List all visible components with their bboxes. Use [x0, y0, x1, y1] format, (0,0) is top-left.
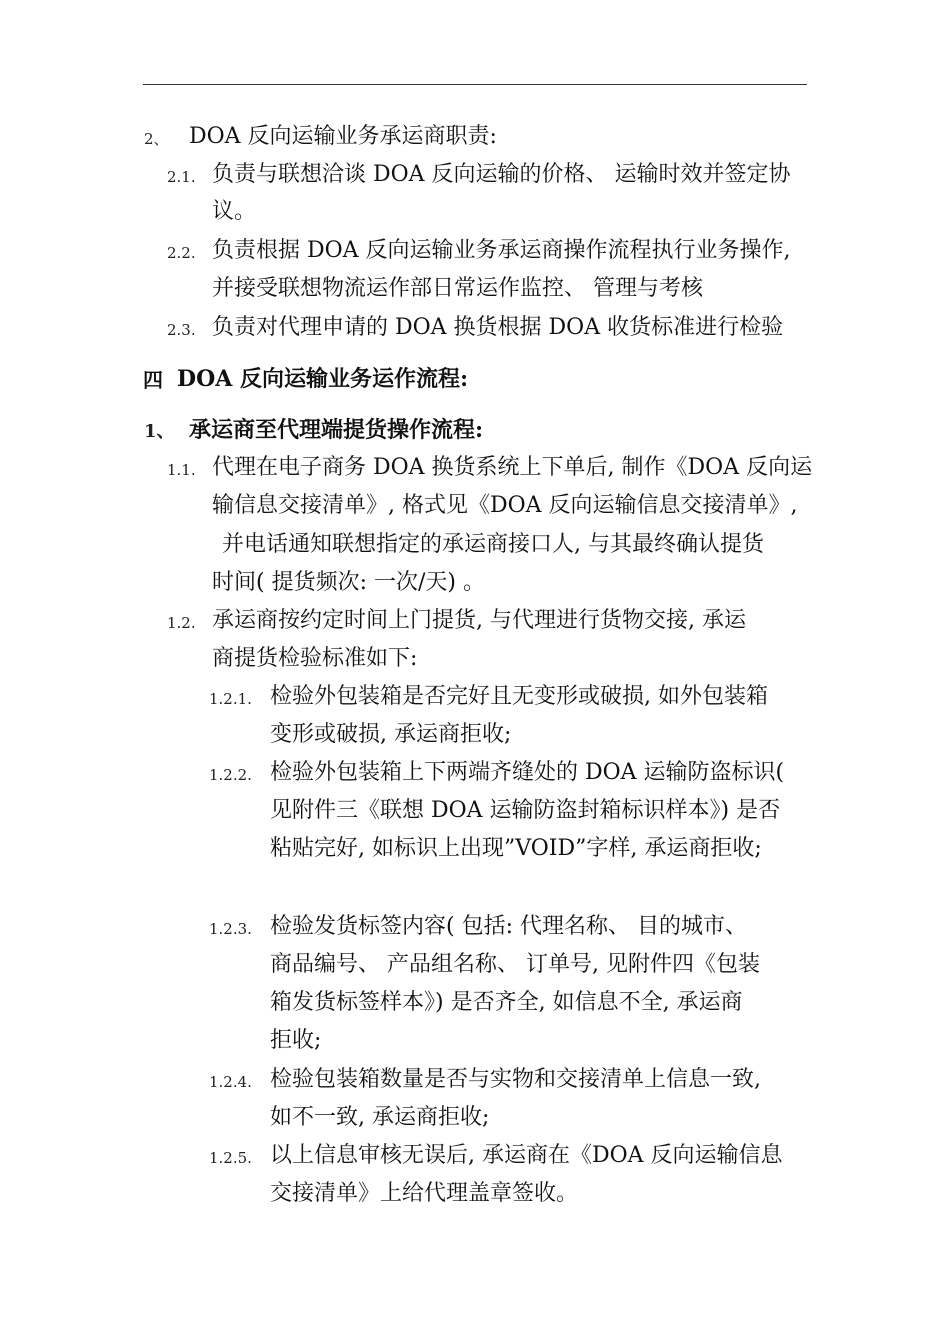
item-2-2-line-2: 并接受联想物流运作部日常运作监控、 管理与考核	[212, 276, 703, 301]
item-1-2-3-line-4: 拒收;	[270, 1028, 322, 1053]
item-1-1-line-3: 并电话通知联想指定的承运商接口人, 与其最终确认提货	[222, 532, 764, 557]
item-1-1-line-2: 输信息交接清单》, 格式见《DOA 反向运输信息交接清单》,	[212, 493, 798, 518]
section-1-title: 承运商至代理端提货操作流程:	[189, 417, 484, 443]
item-1-2-number: 1.2.	[167, 614, 196, 632]
header-rule	[143, 84, 807, 85]
item-1-2-2-line-3: 粘贴完好, 如标识上出现”VOID”字样, 承运商拒收;	[270, 836, 762, 861]
item-1-2-2-number: 1.2.2.	[209, 766, 252, 784]
section-2-number: 2、	[144, 130, 169, 148]
item-1-1-line-1: 代理在电子商务 DOA 换货系统上下单后, 制作《DOA 反向运	[212, 455, 813, 480]
section-1-number: 1、	[144, 421, 175, 442]
item-1-2-3-line-1: 检验发货标签内容( 包括: 代理名称、 目的城市、	[270, 914, 747, 939]
item-1-1-line-4: 时间( 提货频次: 一次/天) 。	[212, 570, 485, 595]
item-1-2-4-line-1: 检验包装箱数量是否与实物和交接清单上信息一致,	[270, 1067, 761, 1092]
item-1-2-4-line-2: 如不一致, 承运商拒收;	[270, 1105, 490, 1130]
section-4-title: DOA 反向运输业务运作流程:	[177, 366, 469, 392]
item-2-3-number: 2.3.	[167, 321, 196, 339]
item-1-2-3-number: 1.2.3.	[209, 920, 252, 938]
item-2-3-line-1: 负责对代理申请的 DOA 换货根据 DOA 收货标准进行检验	[212, 315, 784, 340]
item-2-1-line-1: 负责与联想洽谈 DOA 反向运输的价格、 运输时效并签定协	[212, 162, 791, 187]
item-2-2-number: 2.2.	[167, 244, 196, 262]
item-1-2-5-number: 1.2.5.	[209, 1149, 252, 1167]
item-1-2-2-line-1: 检验外包装箱上下两端齐缝处的 DOA 运输防盗标识(	[270, 760, 785, 785]
section-4-number: 四	[143, 368, 163, 392]
item-1-2-line-1: 承运商按约定时间上门提货, 与代理进行货物交接, 承运	[212, 608, 746, 633]
item-1-2-4-number: 1.2.4.	[209, 1073, 252, 1091]
item-1-2-3-line-2: 商品编号、 产品组名称、 订单号, 见附件四《包装	[270, 952, 760, 977]
item-1-2-3-line-3: 箱发货标签样本》) 是否齐全, 如信息不全, 承运商	[270, 990, 743, 1015]
item-1-2-5-line-1: 以上信息审核无误后, 承运商在《DOA 反向运输信息	[270, 1143, 783, 1168]
item-1-2-1-line-1: 检验外包装箱是否完好且无变形或破损, 如外包装箱	[270, 684, 768, 709]
item-1-2-2-line-2: 见附件三《联想 DOA 运输防盗封箱标识样本》) 是否	[270, 798, 781, 823]
item-2-1-line-2: 议。	[212, 199, 257, 224]
item-2-2-line-1: 负责根据 DOA 反向运输业务承运商操作流程执行业务操作,	[212, 238, 791, 263]
item-1-2-5-line-2: 交接清单》上给代理盖章签收。	[270, 1181, 579, 1206]
item-1-1-number: 1.1.	[167, 461, 196, 479]
item-1-2-1-line-2: 变形或破损, 承运商拒收;	[270, 722, 512, 747]
item-1-2-1-number: 1.2.1.	[209, 690, 252, 708]
item-2-1-number: 2.1.	[167, 168, 196, 186]
section-2-title: DOA 反向运输业务承运商职责:	[189, 124, 497, 149]
item-1-2-line-2: 商提货检验标准如下:	[212, 646, 418, 671]
